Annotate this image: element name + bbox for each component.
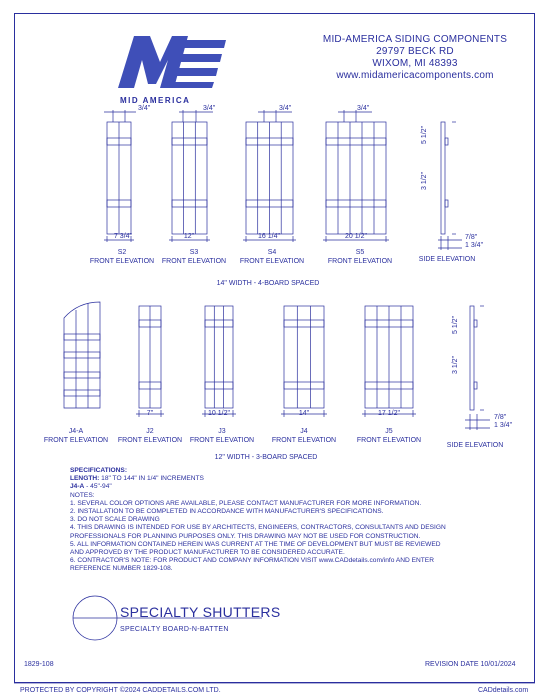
note-line: PROFESSIONALS FOR PLANNING PURPOSES ONLY. THIS DRAWING MAY NOT BE USED FOR CONSTRUCTION. (70, 532, 421, 540)
side-top-dim-c: 7/8" (465, 234, 478, 241)
width-s2: 7 3/4" (113, 233, 133, 240)
side-bottom-dim-a: 5 1/2" (452, 315, 459, 334)
shutter-s5 (323, 110, 389, 242)
label-j4a: J4-A (68, 428, 84, 435)
note-line: 2. INSTALLATION TO BE COMPLETED IN ACCORDANCE WITH MANUFACTURER'S SPECIFICATIONS. (70, 508, 384, 516)
drawing-subtitle: SPECIALTY BOARD-N-BATTEN (120, 626, 229, 633)
shutter-s4 (243, 110, 296, 242)
label-j5: J5 (385, 428, 393, 435)
caption-j2: FRONT ELEVATION (117, 437, 183, 444)
caption-j4: FRONT ELEVATION (271, 437, 337, 444)
spec-length-label: LENGTH: (70, 475, 100, 483)
width-s5: 20 1/2" (345, 233, 367, 240)
width-j2: 7" (146, 410, 154, 417)
caption-s3: FRONT ELEVATION (161, 258, 227, 265)
shutter-j4a (64, 302, 100, 408)
side-elevation-top (438, 122, 462, 250)
side-bottom-dim-b: 3 1/2" (452, 355, 459, 374)
label-j3: J3 (218, 428, 226, 435)
width-s3: 12" (183, 233, 195, 240)
company-name: MID-AMERICA SIDING COMPONENTS (322, 34, 508, 45)
caption-j3: FRONT ELEVATION (189, 437, 255, 444)
caddetails-link[interactable]: CADdetails.com (478, 687, 529, 694)
company-city: WIXOM, MI 48393 (372, 58, 458, 69)
side-top-dim-d: 1 3/4" (465, 242, 484, 249)
note-line: 6. CONTRACTOR'S NOTE: FOR PRODUCT AND COMPANY INFORMATION VISIT www.CADdetails.com/info AND ENTER (70, 557, 434, 565)
logo-caption: MID AMERICA (120, 96, 191, 105)
reference-number: 1829-108 (24, 661, 54, 668)
note-line: REFERENCE NUMBER 1829-108. (70, 565, 173, 573)
shutter-j2 (136, 306, 164, 417)
caption-j5: FRONT ELEVATION (356, 437, 422, 444)
label-s3: S3 (189, 249, 199, 256)
side-bottom-dim-d: 1 3/4" (494, 422, 513, 429)
note-line: 1. SEVERAL COLOR OPTIONS ARE AVAILABLE, PLEASE CONTACT MANUFACTURER FOR MORE INFORMATION. (70, 499, 422, 507)
label-s4: S4 (267, 249, 277, 256)
shutter-s2 (104, 110, 136, 242)
spec-length-value: 18" TO 144" IN 1/4" INCREMENTS (101, 475, 204, 483)
shutter-j5 (362, 306, 416, 417)
note-line: 4. THIS DRAWING IS INTENDED FOR USE BY ARCHITECTS, ENGINEERS, CONTRACTORS, CONSULTANTS AND DESIGN (70, 524, 446, 532)
shutter-j3 (202, 306, 236, 417)
group-label-bottom: 12" WIDTH - 3-BOARD SPACED (214, 454, 318, 461)
caption-j4a: FRONT ELEVATION (43, 437, 109, 444)
shutter-j4 (281, 306, 327, 417)
side-bottom-dim-c: 7/8" (494, 414, 507, 421)
width-s4: 16 1/4" (258, 233, 280, 240)
dim-top-s4: 3/4" (279, 105, 292, 112)
caption-s5: FRONT ELEVATION (327, 258, 393, 265)
company-street: 29797 BECK RD (376, 46, 454, 57)
side-top-dim-b: 3 1/2" (421, 171, 428, 190)
width-j5: 17 1/2" (378, 410, 400, 417)
label-j2: J2 (146, 428, 154, 435)
dim-top-s2: 3/4" (138, 105, 151, 112)
side-top-dim-a: 5 1/2" (421, 125, 428, 144)
notes-label: NOTES: (70, 491, 95, 499)
note-line: 3. DO NOT SCALE DRAWING (70, 516, 160, 524)
copyright: PROTECTED BY COPYRIGHT ©2024 CADDETAILS.COM LTD. (20, 687, 221, 694)
note-line: 5. ALL INFORMATION CONTAINED HEREIN WAS CURRENT AT THE TIME OF DEVELOPMENT BUT MUST BE REVIEWED (70, 540, 441, 548)
spec-heading: SPECIFICATIONS: (70, 467, 128, 474)
group-label-top: 14" WIDTH - 4-BOARD SPACED (216, 280, 320, 287)
label-s5: S5 (355, 249, 365, 256)
side-top-caption: SIDE ELEVATION (418, 256, 476, 263)
width-j4: 14" (298, 410, 310, 417)
spec-j4a-value: - 45"-94" (86, 483, 112, 491)
spec-j4a-label: J4-A (70, 483, 85, 491)
width-j3: 10 1/2" (208, 410, 230, 417)
label-j4: J4 (300, 428, 308, 435)
note-line: AND APPROVED BY THE PRODUCT MANUFACTURER TO BE CONSIDERED ACCURATE. (70, 549, 345, 557)
revision-date: REVISION DATE 10/01/2024 (425, 661, 516, 668)
label-s2: S2 (117, 249, 127, 256)
specifications-block (70, 467, 470, 574)
dim-top-s5: 3/4" (357, 105, 370, 112)
side-elevation-bottom (465, 306, 490, 430)
caption-s4: FRONT ELEVATION (239, 258, 305, 265)
dim-top-s3: 3/4" (203, 105, 216, 112)
shutter-s3 (169, 110, 213, 242)
drawing-title: SPECIALTY SHUTTERS (120, 604, 281, 620)
side-bottom-caption: SIDE ELEVATION (446, 442, 504, 449)
caption-s2: FRONT ELEVATION (89, 258, 155, 265)
company-website[interactable]: www.midamericacomponents.com (336, 70, 494, 81)
